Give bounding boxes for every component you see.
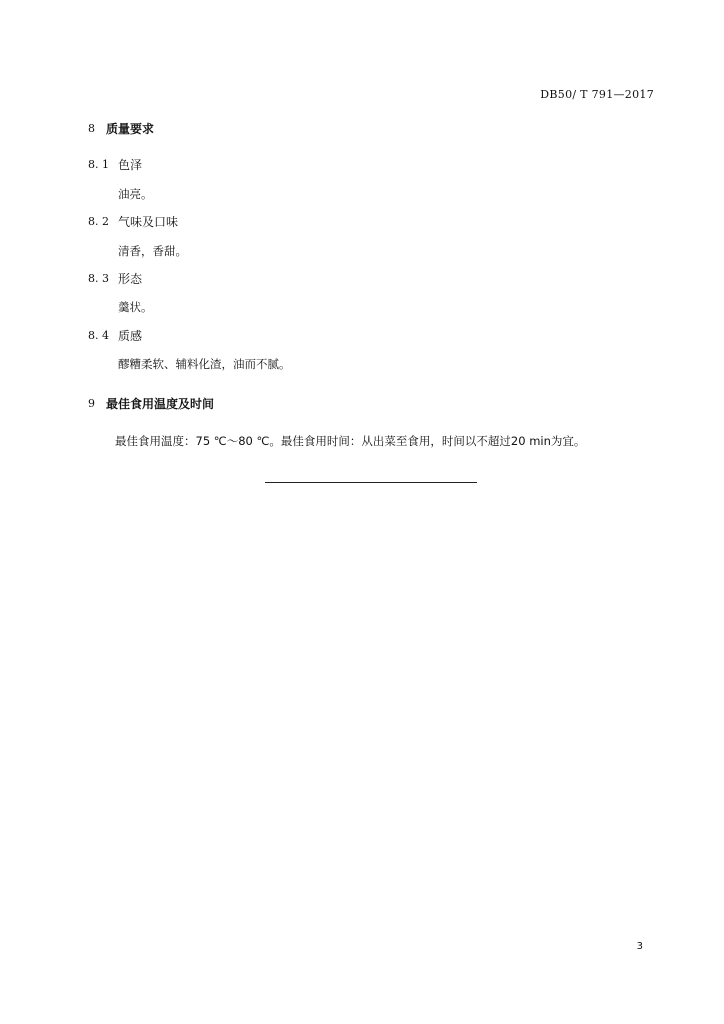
subsection-8-3-text: 羹状。	[118, 300, 153, 314]
section-8-title: 质量要求	[106, 122, 155, 136]
subsection-8-1-text: 油亮。	[118, 187, 153, 201]
subsection-8-4-number: 8. 4	[88, 329, 109, 342]
subsection-8-2-title: 气味及口味	[118, 215, 179, 229]
subsection-8-4-text: 醪糟柔软、辅料化渣，油而不腻。	[118, 357, 291, 371]
subsection-8-3-title: 形态	[118, 272, 143, 286]
subsection-8-3-number: 8. 3	[88, 272, 109, 285]
section-9-text: 最佳食用温度：75 ℃～80 ℃。最佳食用时间：从出菜至食用，时间以不超过20 min为宜。	[115, 434, 586, 448]
end-of-document-rule	[265, 482, 477, 483]
subsection-8-1-title: 色泽	[118, 158, 143, 172]
page-number: 3	[636, 941, 643, 952]
subsection-8-2-number: 8. 2	[88, 215, 109, 228]
section-8-number: 8	[88, 122, 95, 135]
subsection-8-1-number: 8. 1	[88, 158, 109, 171]
subsection-8-2-text: 清香，香甜。	[118, 244, 187, 258]
section-9-title: 最佳食用温度及时间	[106, 397, 215, 411]
standard-code: DB50/ T 791—2017	[540, 88, 654, 101]
subsection-8-4-title: 质感	[118, 329, 143, 343]
section-9-number: 9	[88, 397, 95, 410]
